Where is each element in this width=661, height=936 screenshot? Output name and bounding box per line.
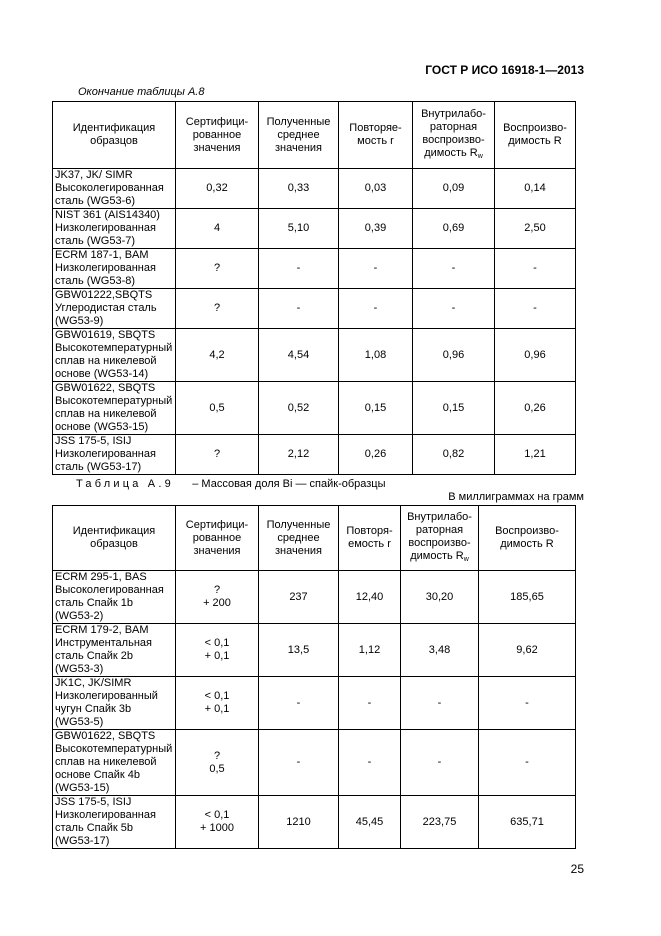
cell-intralab-value: 30,20 [425, 590, 454, 603]
cell-sample-id [53, 329, 176, 382]
cell-certified [176, 796, 259, 849]
table-row [53, 624, 576, 677]
cell-repeatability [339, 249, 413, 289]
cell-repeatability-value: - [373, 302, 378, 314]
cell-repeatability-value: 0,26 [364, 448, 387, 460]
sample-id-line: Низколегированная [55, 222, 156, 234]
col-header-r [339, 102, 413, 169]
cell-repeatability-value: - [367, 696, 372, 709]
cell-mean-value: - [296, 696, 301, 709]
cell-reproducibility-value: 0,26 [524, 401, 546, 414]
sample-id-line: сплав на никелевой [55, 408, 157, 420]
sample-id-line: Высокотемпературный [55, 395, 173, 407]
cell-mean-value: 237 [289, 590, 308, 603]
cell-certified [176, 382, 259, 435]
col-header-cert-text: Сертифици-рованное значения [185, 518, 249, 557]
table-row [53, 209, 576, 249]
table-a9 [52, 505, 576, 849]
sample-id-line: JSS 175-5, ISIJ [55, 435, 132, 447]
cell-certified [176, 677, 259, 730]
cell-repeatability-value: 1,12 [358, 643, 381, 656]
sample-id-line: основе (WG53-15) [55, 421, 149, 433]
col-header-id-text: Идентификация образцов [72, 122, 156, 147]
col-header-rw-text: Внутрилабо-раторная воспроизво-димость R [407, 510, 472, 562]
col-header-mean [259, 102, 339, 169]
col-header-cert [176, 506, 259, 571]
cell-repeatability [339, 624, 401, 677]
cell-reproducibility-value: 2,50 [524, 222, 546, 234]
cell-sample-id [53, 677, 176, 730]
certified-line: + 0,1 [204, 703, 230, 715]
col-header-rw [401, 506, 479, 571]
cell-intralab-value: - [451, 262, 456, 274]
cell-mean-value: - [296, 756, 301, 768]
sample-id-line: JK37, JK/ SIMR [55, 169, 133, 181]
cell-intralab-value: 0,09 [442, 182, 465, 194]
sample-id-line: GBW01622, SBQTS [55, 730, 156, 742]
table-row [53, 329, 576, 382]
cell-sample-id [53, 289, 176, 329]
cell-intralab [401, 677, 479, 730]
cell-sample-id [53, 571, 176, 624]
table-a9-header-row [53, 506, 576, 571]
sample-id-line: Низколегированная [55, 448, 156, 460]
sample-id-line: сталь Спайк 5b [55, 822, 134, 834]
certified-line: < 0,1 [204, 809, 230, 821]
cell-mean-value: 1210 [286, 815, 311, 828]
col-header-mean [259, 506, 339, 571]
cell-intralab-value: 0,69 [442, 222, 465, 234]
sample-id-line: (WG53-5) [55, 716, 104, 728]
col-header-rw-text: Внутрилабо-раторная воспроизво-димость R [421, 107, 486, 159]
cell-intralab [413, 209, 495, 249]
sample-id-line: GBW01622, SBQTS [55, 382, 156, 394]
cell-reproducibility [495, 329, 576, 382]
cell-reproducibility [495, 209, 576, 249]
cell-intralab-value: 0,82 [442, 448, 465, 460]
cell-sample-id [53, 249, 176, 289]
col-header-id-text: Идентификация образцов [72, 525, 156, 550]
cell-intralab-value: 0,15 [442, 401, 465, 414]
table-row [53, 571, 576, 624]
standard-header: ГОСТ Р ИСО 16918-1—2013 [425, 63, 584, 77]
sample-id-line: (WG53-17) [55, 835, 110, 847]
cell-mean-value: 2,12 [287, 448, 310, 460]
cell-mean-value: 4,54 [287, 348, 310, 361]
table-row [53, 289, 576, 329]
cell-reproducibility [479, 571, 576, 624]
rw-subscript: w [463, 555, 469, 563]
sample-id-line: основе Спайк 4b [55, 769, 140, 781]
cell-mean-value: 0,52 [287, 401, 310, 414]
certified-value: 4 [213, 222, 221, 234]
cell-mean [259, 289, 339, 329]
sample-id-line: NIST 361 (AIS14340) [55, 209, 160, 221]
cell-reproducibility [495, 169, 576, 209]
sample-id-line: сталь (WG53-17) [55, 461, 142, 473]
sample-id-line: (WG53-2) [55, 610, 104, 622]
cell-repeatability [339, 796, 401, 849]
cell-mean [259, 571, 339, 624]
cell-repeatability [339, 169, 413, 209]
cell-mean [259, 169, 339, 209]
sample-id-line: Высокотемпературный [55, 743, 173, 755]
sample-id-line: GBW01619, SBQTS [55, 329, 156, 341]
table-a8-header-row [53, 102, 576, 169]
certified-value: ? [213, 262, 221, 274]
cell-intralab [413, 329, 495, 382]
cell-intralab [401, 796, 479, 849]
cell-certified [176, 329, 259, 382]
cell-sample-id [53, 209, 176, 249]
cell-reproducibility-value: 185,65 [510, 590, 544, 603]
cell-repeatability-value: - [367, 756, 372, 768]
sample-id-line: Высоколегированная [55, 182, 164, 194]
certified-line: + 200 [203, 597, 231, 609]
cell-reproducibility-value: 1,21 [524, 448, 546, 460]
table-a9-unit: В миллиграммах на грамм [448, 491, 584, 503]
cell-repeatability-value: 12,40 [355, 590, 384, 603]
cell-repeatability [339, 730, 401, 796]
cell-certified [176, 435, 259, 475]
col-header-R-text: Воспроизво-димость R [495, 525, 559, 550]
certified-line: < 0,1 [204, 637, 230, 649]
col-header-r-text: Повторя-емость r [346, 525, 393, 550]
cell-repeatability [339, 289, 413, 329]
cell-repeatability [339, 677, 401, 730]
cell-repeatability-value: 45,45 [355, 815, 384, 828]
cell-sample-id [53, 382, 176, 435]
col-header-mean-text: Полученные среднее значения [266, 518, 331, 557]
cell-reproducibility-value: - [525, 756, 529, 768]
cell-mean-value: - [296, 262, 301, 274]
cell-reproducibility-value: 635,71 [510, 815, 544, 828]
cell-intralab [413, 169, 495, 209]
certified-line: 0,5 [209, 762, 225, 775]
cell-reproducibility [495, 249, 576, 289]
sample-id-line: сталь Спайк 1b [55, 597, 134, 609]
cell-reproducibility [495, 289, 576, 329]
cell-repeatability-value: 0,39 [364, 222, 387, 234]
cell-intralab-value: 3,48 [428, 643, 451, 656]
cell-reproducibility [495, 435, 576, 475]
cell-mean [259, 382, 339, 435]
cell-reproducibility-value: 0,96 [524, 348, 546, 361]
cell-certified [176, 249, 259, 289]
sample-id-line: JK1C, JK/SIMR [55, 677, 132, 689]
table-row [53, 677, 576, 730]
cell-intralab [401, 624, 479, 677]
cell-sample-id [53, 796, 176, 849]
sample-id-line: (WG53-9) [55, 315, 104, 327]
cell-intralab-value: - [451, 302, 456, 314]
certified-line: ? [213, 584, 221, 596]
table-row [53, 435, 576, 475]
cell-certified [176, 209, 259, 249]
sample-id-line: Инструментальная [55, 637, 152, 649]
certified-value: 0,5 [209, 401, 225, 414]
sample-id-line: сталь (WG53-7) [55, 235, 136, 247]
sample-id-line: сплав на никелевой [55, 756, 157, 768]
col-header-id [53, 506, 176, 571]
cell-repeatability [339, 329, 413, 382]
sample-id-line: Низколегированная [55, 809, 156, 821]
cell-mean-value: 5,10 [287, 222, 310, 234]
table-a8-caption: Окончание таблицы А.8 [78, 86, 205, 98]
sample-id-line: Низколегированный [55, 690, 158, 702]
cell-mean [259, 249, 339, 289]
certified-value: 4,2 [209, 348, 225, 361]
cell-certified [176, 169, 259, 209]
cell-sample-id [53, 435, 176, 475]
sample-id-line: чугун Спайк 3b [55, 703, 132, 715]
table-row [53, 796, 576, 849]
table-a8 [52, 101, 576, 475]
cell-reproducibility [479, 677, 576, 730]
cell-repeatability-value: 0,15 [364, 401, 387, 414]
cell-mean [259, 677, 339, 730]
col-header-R [479, 506, 576, 571]
certified-line: < 0,1 [204, 690, 230, 702]
cell-intralab [413, 382, 495, 435]
sample-id-line: ECRM 295-1, BAS [55, 571, 147, 583]
col-header-cert-text: Сертифици-рованное значения [185, 115, 249, 154]
table-row [53, 730, 576, 796]
table-a9-caption [76, 478, 386, 490]
col-header-cert [176, 102, 259, 169]
certified-line: + 0,1 [204, 650, 230, 662]
cell-intralab [401, 730, 479, 796]
cell-reproducibility [495, 382, 576, 435]
cell-reproducibility-value: - [533, 302, 537, 314]
cell-reproducibility-value: - [533, 262, 537, 274]
sample-id-line: ECRM 179-2, BAM [55, 624, 149, 636]
cell-mean-value: - [296, 302, 301, 314]
cell-intralab-value: - [437, 696, 442, 709]
certified-line: + 1000 [200, 822, 234, 834]
col-header-r [339, 506, 401, 571]
cell-mean [259, 329, 339, 382]
sample-id-line: основе (WG53-14) [55, 368, 149, 380]
cell-certified [176, 730, 259, 796]
sample-id-line: JSS 175-5, ISIJ [55, 796, 132, 808]
cell-repeatability-value: 1,08 [364, 348, 387, 361]
sample-id-line: Низколегированная [55, 262, 156, 274]
cell-intralab [413, 435, 495, 475]
cell-certified [176, 624, 259, 677]
cell-intralab-value: - [437, 756, 442, 768]
sample-id-line: сталь (WG53-6) [55, 195, 136, 207]
sample-id-line: сталь (WG53-8) [55, 275, 136, 287]
cell-reproducibility [479, 730, 576, 796]
table-row [53, 382, 576, 435]
cell-intralab-value: 223,75 [422, 815, 457, 828]
cell-mean-value: 13,5 [287, 643, 310, 656]
cell-repeatability [339, 571, 401, 624]
certified-value: ? [213, 302, 221, 314]
cell-mean [259, 435, 339, 475]
cell-repeatability [339, 209, 413, 249]
cell-mean [259, 209, 339, 249]
sample-id-line: (WG53-3) [55, 663, 104, 675]
col-header-R [495, 102, 576, 169]
col-header-rw [413, 102, 495, 169]
cell-mean [259, 796, 339, 849]
rw-subscript: w [477, 152, 483, 160]
sample-id-line: Высоколегированная [55, 584, 164, 596]
sample-id-line: (WG53-15) [55, 782, 110, 794]
cell-sample-id [53, 624, 176, 677]
col-header-r-text: Повторяе-мость r [349, 122, 402, 147]
cell-intralab [401, 571, 479, 624]
table-a9-caption-text: – Массовая доля Bi — спайк-образцы [192, 478, 386, 490]
col-header-mean-text: Полученные среднее значения [266, 115, 331, 154]
sample-id-line: Углеродистая сталь [55, 302, 157, 314]
cell-sample-id [53, 169, 176, 209]
sample-id-line: сталь Спайк 2b [55, 650, 134, 662]
cell-mean [259, 624, 339, 677]
sample-id-line: GBW01222,SBQTS [55, 289, 153, 301]
cell-sample-id [53, 730, 176, 796]
table-row [53, 249, 576, 289]
sample-id-line: сплав на никелевой [55, 355, 157, 367]
cell-repeatability [339, 435, 413, 475]
cell-reproducibility [479, 796, 576, 849]
col-header-id [53, 102, 176, 169]
sample-id-line: Высокотемпературный [55, 342, 173, 354]
col-header-R-text: Воспроизво-димость R [503, 122, 567, 147]
page-number: 25 [570, 862, 584, 876]
cell-intralab [413, 249, 495, 289]
cell-repeatability [339, 382, 413, 435]
table-a9-caption-label: Таблица А.9 [76, 478, 174, 490]
cell-reproducibility-value: - [525, 696, 529, 709]
table-row [53, 169, 576, 209]
cell-repeatability-value: 0,03 [364, 182, 387, 194]
cell-certified [176, 571, 259, 624]
sample-id-line: ECRM 187-1, BAM [55, 249, 149, 261]
cell-reproducibility [479, 624, 576, 677]
cell-certified [176, 289, 259, 329]
cell-intralab [413, 289, 495, 329]
cell-mean-value: 0,33 [287, 182, 310, 194]
cell-intralab-value: 0,96 [442, 348, 465, 361]
cell-reproducibility-value: 0,14 [524, 182, 546, 194]
cell-mean [259, 730, 339, 796]
certified-value: ? [213, 448, 221, 460]
certified-line: ? [213, 749, 221, 762]
cell-repeatability-value: - [373, 262, 378, 274]
certified-value: 0,32 [206, 182, 228, 194]
cell-reproducibility-value: 9,62 [516, 643, 538, 656]
